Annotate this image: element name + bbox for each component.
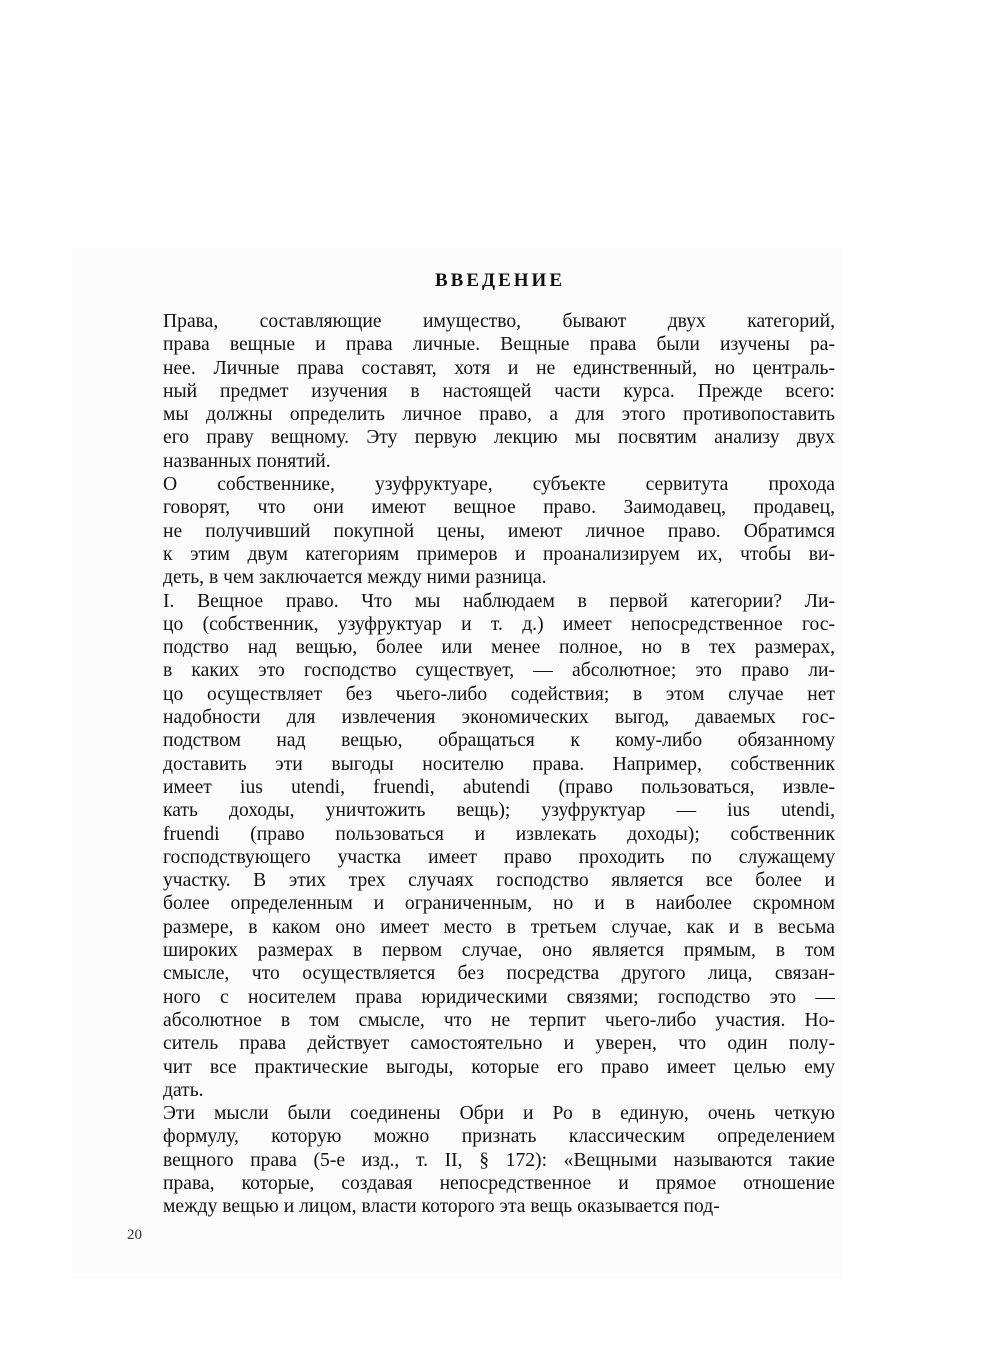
text-line: подством над вещью, обращаться к кому-либо обязанному [163,730,835,752]
text-line: права вещные и права личные. Вещные права были изучены ра- [163,334,835,356]
text-line: чит все практические выгоды, которые его право имеет целью ему [163,1056,835,1078]
text-line: нее. Личные права составят, хотя и не единственный, но централь- [163,357,835,379]
text-line: надобности для извлечения экономических выгод, даваемых гос- [163,707,835,729]
text-line: размере, в каком оно имеет место в третьем случае, как и в весьма [163,916,835,938]
text-line: говорят, что они имеют вещное право. Заимодавец, продавец, [163,497,835,519]
text-line: подство над вещью, более или менее полное, но в тех размерах, [163,637,835,659]
text-line: формулу, которую можно признать классическим определением [163,1126,835,1148]
text-line: кать доходы, уничтожить вещь); узуфруктуар — ius utendi, [163,800,835,822]
text-line: ситель права действует самостоятельно и уверен, что один полу- [163,1033,835,1055]
text-line: дать. [163,1079,204,1101]
paragraph [163,473,835,589]
chapter-heading [0,270,1000,292]
text-line: названных понятий. [163,450,331,472]
text-line: ного с носителем права юридическими связями; господство это — [163,986,835,1008]
text-line: цо осуществляет без чьего-либо содействия; в этом случае нет [163,683,835,705]
text-line: О собственнике, узуфруктуаре, субъекте сервитута прохода [163,474,835,496]
paragraph [163,1102,835,1218]
text-line: смысле, что осуществляется без посредства другого лица, связан- [163,963,835,985]
text-line: между вещью и лицом, власти которого эта вещь оказывается под- [163,1196,720,1218]
paragraph [163,310,835,473]
text-line: господствующего участка имеет право проходить по служащему [163,846,835,868]
paragraph [163,590,835,1103]
text-line: fruendi (право пользоваться и извлекать доходы); собственник [163,823,835,845]
body-text [163,310,835,1219]
text-line: широких размерах в первом случае, оно является прямым, в том [163,940,835,962]
text-line: не получивший покупной цены, имеют личное право. Обратимся [163,520,835,542]
text-line: доставить эти выгоды носителю права. Например, собственник [163,753,835,775]
text-line: имеет ius utendi, fruendi, abutendi (право пользоваться, извле- [163,776,835,798]
text-line: цо (собственник, узуфруктуар и т. д.) имеет непосредственное гос- [163,613,835,635]
text-line: более определенным и ограниченным, но и в наиболее скромном [163,893,835,915]
text-line: участку. В этих трех случаях господство является все более и [163,870,835,892]
text-line: абсолютное в том смысле, что не терпит чьего-либо участия. Но- [163,1009,835,1031]
text-line: в каких это господство существует, — абсолютное; это право ли- [163,660,835,682]
text-line: мы должны определить личное право, а для этого противопоставить [163,404,835,426]
text-line: права, которые, создавая непосредственное и прямое отношение [163,1172,835,1194]
text-line: ный предмет изучения в настоящей части курса. Прежде всего: [163,380,835,402]
text-line: вещного права (5-е изд., т. II, § 172): «Вещными называются такие [163,1149,835,1171]
text-line: I. Вещное право. Что мы наблюдаем в первой категории? Ли- [163,590,835,612]
text-line: его праву вещному. Эту первую лекцию мы посвятим анализу двух [163,427,835,449]
text-line: Эти мысли были соединены Обри и Ро в единую, очень четкую [163,1103,835,1125]
text-line: деть, в чем заключается между ними разница. [163,567,547,589]
text-line: к этим двум категориям примеров и проанализируем их, чтобы ви- [163,543,835,565]
chapter-heading-text: ВВЕДЕНИЕ [435,270,565,291]
text-line: Права, составляющие имущество, бывают двух категорий, [163,311,835,332]
page-number: 20 [127,1227,142,1243]
